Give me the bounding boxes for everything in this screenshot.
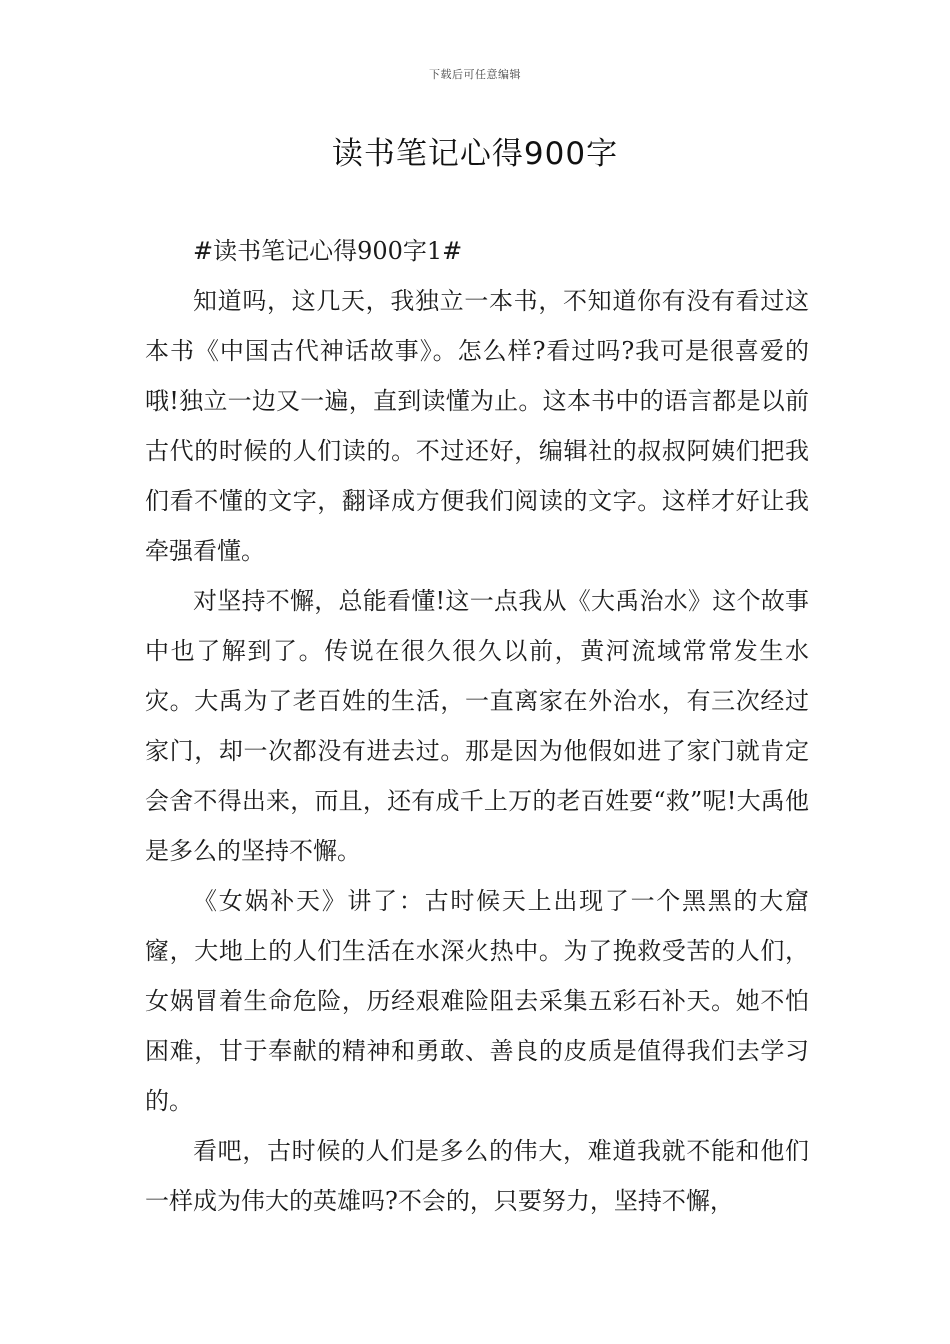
paragraph-1: 知道吗，这几天，我独立一本书，不知道你有没有看过这本书《中国古代神话故事》。怎么样?看过吗?我可是很喜爱的哦!独立一边又一遍，直到读懂为止。这本书中的语言都是以前古代的时候的人们读的。不过还好，编辑社的叔叔阿姨们把我们看不懂的文字，翻译成方便我们阅读的文字。这样才好让我牵强看懂。 bbox=[145, 287, 809, 565]
section-heading: #读书笔记心得900字1# bbox=[193, 237, 463, 265]
document-body bbox=[145, 226, 809, 1226]
paragraph-2: 对坚持不懈，总能看懂!这一点我从《大禹治水》这个故事中也了解到了。传说在很久很久以前，黄河流域常常发生水灾。大禹为了老百姓的生活，一直离家在外治水，有三次经过家门，却一次都没有进去过。那是因为他假如进了家门就肯定会舍不得出来，而且，还有成千上万的老百姓要“救”呢!大禹他是多么的坚持不懈。 bbox=[145, 587, 809, 865]
paragraph-3: 《女娲补天》讲了：古时候天上出现了一个黑黑的大窟窿，大地上的人们生活在水深火热中。为了挽救受苦的人们，女娲冒着生命危险，历经艰难险阻去采集五彩石补天。她不怕困难，甘于奉献的精神和勇敢、善良的皮质是值得我们去学习的。 bbox=[145, 887, 809, 1115]
paragraph-4: 看吧，古时候的人们是多么的伟大，难道我就不能和他们一样成为伟大的英雄吗?不会的，只要努力，坚持不懈， bbox=[145, 1137, 809, 1215]
document-title: 读书笔记心得900字 bbox=[331, 136, 619, 172]
header-note: 下载后可任意编辑 bbox=[429, 68, 521, 81]
